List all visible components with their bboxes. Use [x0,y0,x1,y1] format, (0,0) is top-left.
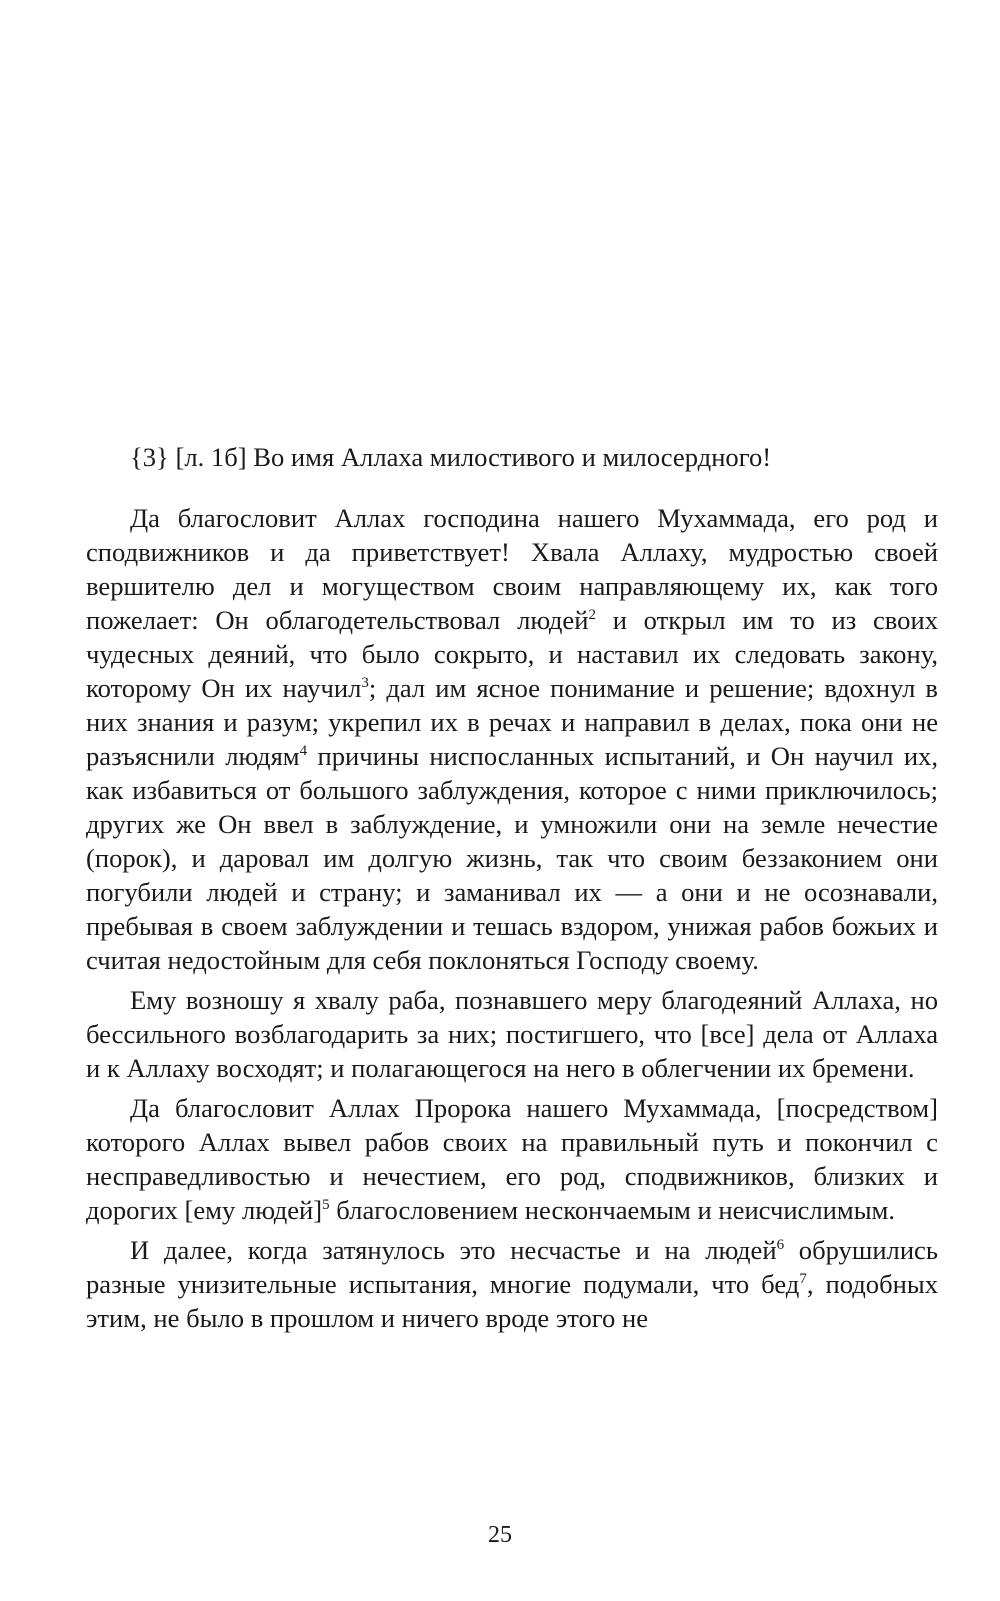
footnote-marker: 6 [776,1237,785,1254]
main-text [86,440,938,1341]
paragraph [86,983,938,1085]
text-run: Да благословит Аллах господина нашего Мухаммада, его род и сподвижников и да приветствует! Хвала Аллаху, мудростью своей вершителю дел и могуществом своим направляющему их, как того пожелает: Он облагодетельствовал людей [86,503,938,635]
text-run: , подобных этим, не было в прошлом и ничего вроде этого не [86,1269,938,1333]
body-paragraphs [86,501,938,1335]
text-run: и открыл им то из своих чудесных деяний, что было сокрыто, и наставил их следовать закону, которому Он их научил [86,605,938,703]
paragraph [86,501,938,977]
text-run: причины ниспосланных испытаний, и Он научил их, как избавиться от большого заблуждения, которое с ними приключилось; других же Он ввел в заблуждение, и умножили они на земле нечестие (порок), и даровал им долгую жизнь, так что своим беззаконием они погубили людей и страну; и заманивал их — а они и не осознавали, пребывая в своем заблуждении и тешась вздором, унижая рабов божьих и считая недостойным для себя поклоняться Господу своему. [86,741,938,975]
text-run: Да благословит Аллах Пророка нашего Мухаммада, [посредством] которого Аллах вывел рабов своих на правильный путь и покончил с несправедливостью и нечестием, его род, сподвижников, близких и дорогих [ему людей] [86,1093,938,1225]
footnote-marker: 4 [299,743,308,760]
footnote-marker: 3 [361,675,369,692]
text-run: обрушились разные унизительные испытания, многие подумали, что бед [86,1235,938,1299]
footnote-marker: 7 [799,1271,807,1288]
footnote-marker: 5 [322,1197,330,1214]
paragraph [86,1233,938,1335]
text-run: Ему возношу я хвалу раба, познавшего меру благодеяний Аллаха, но бессильного возблагодарить за них; постигшего, что [все] дела от Аллаха и к Аллаху восходят; и полагающегося на него в облегчении их бремени. [86,985,938,1083]
page-number: 25 [488,1522,512,1548]
text-run: ; дал им ясное понимание и решение; вдохнул в них знания и разум; укрепил их в речах и направил в делах, пока они не разъяснили людям [86,673,938,771]
paragraph [86,1091,938,1227]
text-run: благословением нескончаемым и неисчислимым. [329,1195,896,1225]
section-heading: {3} [л. 1б] Во имя Аллаха милостивого и милосердного! [130,442,772,472]
footnote-marker: 2 [588,607,596,624]
text-run: И далее, когда затянулось это несчастье и на людей [130,1235,777,1265]
